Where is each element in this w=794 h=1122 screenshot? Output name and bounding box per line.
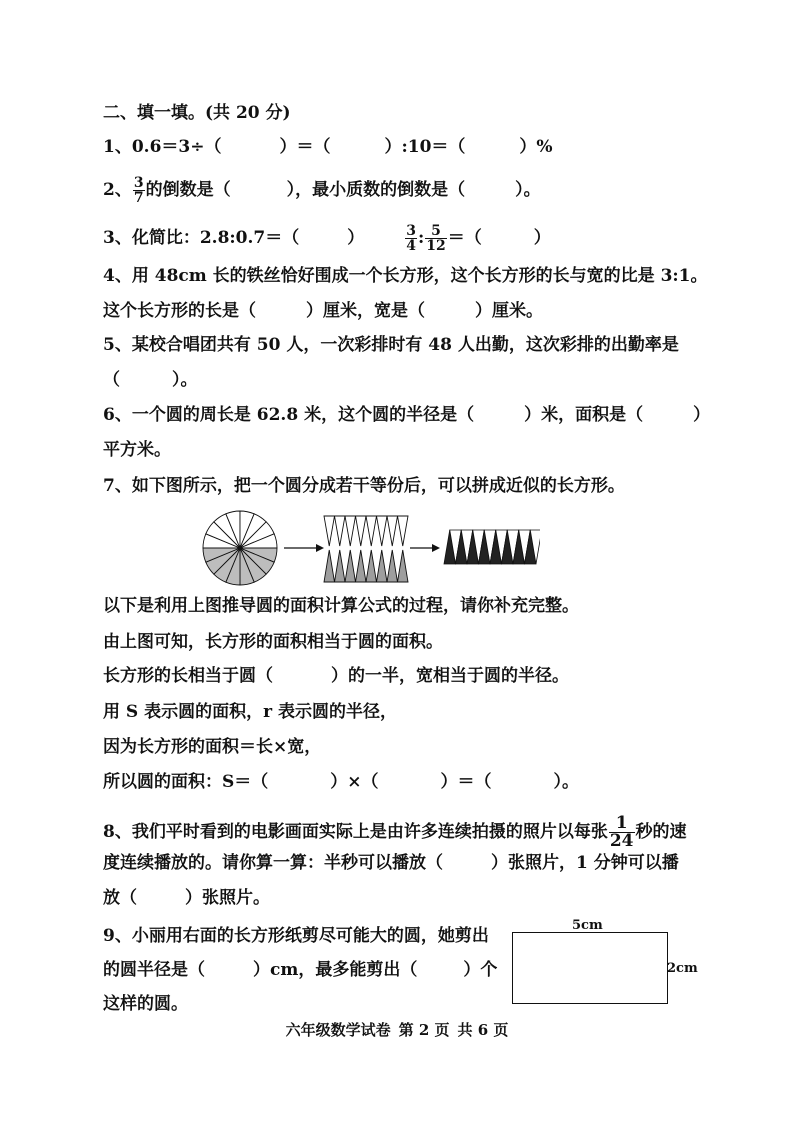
footer-subject: 六年级数学试卷 <box>285 1021 391 1039</box>
bottom-sector <box>335 550 346 582</box>
rearranged-sectors-icon <box>324 516 408 582</box>
q3-fraction-2-num: 5 <box>425 224 446 239</box>
q3-text-3: ＝（ <box>447 228 482 248</box>
q7-text-6: ）。 <box>553 772 580 792</box>
bottom-sector <box>398 550 409 582</box>
top-sector <box>335 516 346 546</box>
q3-text-2: ） <box>347 228 365 248</box>
q2-text-2: ），最小质数的倒数是（ <box>286 180 466 200</box>
q7-text-4: ）×（ <box>330 772 379 792</box>
q3-fraction-1-den: 4 <box>406 238 417 254</box>
question-7-line-4 <box>103 666 569 686</box>
question-8-line-1 <box>103 815 687 850</box>
rect-top-label: 5cm <box>572 918 603 933</box>
q9-text-1: 的圆半径是（ <box>103 960 205 980</box>
question-9-line-2 <box>103 960 497 980</box>
q7-text-3: 所以圆的面积：S＝（ <box>103 772 269 792</box>
arrow-2-head <box>432 544 440 552</box>
question-7-line-2: 以下是利用上图推导圆的面积计算公式的过程，请你补充完整。 <box>103 596 579 616</box>
q2-fraction-num: 3 <box>133 175 144 191</box>
q1-text-3: ）:10＝（ <box>384 137 466 157</box>
question-6-line-2: 平方米。 <box>103 440 171 460</box>
paper-rectangle <box>512 932 668 1004</box>
q1-text-1: 1、0.6＝3÷（ <box>103 137 222 157</box>
top-sector <box>366 516 377 546</box>
q8-text-1: 8、我们平时看到的电影画面实际上是由许多连续拍摄的照片以每张 <box>103 822 608 842</box>
top-sector <box>345 516 356 546</box>
question-5-line-2 <box>103 370 198 390</box>
section-title: 二、填一填。(共 20 分) <box>103 103 291 123</box>
q8-text-3: 度连续播放的。请你算一算：半秒可以播放（ <box>103 853 443 873</box>
q4-text-2: ）厘米，宽是（ <box>306 301 425 321</box>
q2-fraction-den: 7 <box>133 190 144 206</box>
question-4-line-2 <box>103 301 543 321</box>
q3-text-4: ） <box>533 228 551 248</box>
question-4-line-1: 4、用 48cm 长的铁丝恰好围成一个长方形，这个长方形的长与宽的比是 3:1。 <box>103 266 708 286</box>
bottom-sector <box>324 550 335 582</box>
rect-side-label: 2cm <box>667 961 698 976</box>
question-7-line-5: 用 S 表示圆的面积，r 表示圆的半径， <box>103 702 397 722</box>
q8-text-6: ）张照片。 <box>185 888 270 908</box>
question-8-line-2 <box>103 853 679 873</box>
divided-circle-icon <box>203 511 277 585</box>
q4-text-1: 这个长方形的长是（ <box>103 301 256 321</box>
q3-colon: : <box>418 228 425 248</box>
circle-to-rectangle-figure <box>200 508 540 588</box>
q9-text-3: ）个 <box>463 960 498 980</box>
question-7-line-3: 由上图可知，长方形的面积相当于圆的面积。 <box>103 632 443 652</box>
q2-fraction <box>133 176 145 205</box>
bottom-sector <box>387 550 398 582</box>
question-7-line-1: 7、如下图所示，把一个圆分成若干等份后，可以拼成近似的长方形。 <box>103 476 625 496</box>
q7-text-5: ）＝（ <box>440 772 492 792</box>
q3-fraction-2 <box>425 224 446 253</box>
q4-text-3: ）厘米。 <box>475 301 543 321</box>
top-sector <box>387 516 398 546</box>
question-9-line-3: 这样的圆。 <box>103 994 188 1014</box>
bottom-sector <box>366 550 377 582</box>
q9-text-2: ）cm，最多能剪出（ <box>253 960 418 980</box>
q8-fraction-num: 1 <box>609 815 635 833</box>
q3-text-1: 3、化简比：2.8:0.7＝（ <box>103 228 300 248</box>
footer-page: 第 2 页 <box>398 1021 450 1039</box>
question-8-line-3 <box>103 888 270 908</box>
q6-text-3: ） <box>693 405 711 425</box>
footer-total: 共 6 页 <box>457 1021 509 1039</box>
bottom-sector <box>377 550 388 582</box>
question-6-line-1 <box>103 405 710 425</box>
bottom-sector <box>356 550 367 582</box>
q1-text-2: ）＝（ <box>279 137 331 157</box>
q3-fraction-1 <box>405 224 417 253</box>
arrow-1-head <box>316 544 324 552</box>
q5-text-2: ）。 <box>172 370 198 390</box>
top-sector <box>377 516 388 546</box>
question-1 <box>103 137 553 157</box>
question-2 <box>103 176 541 205</box>
approx-rectangle-icon <box>444 530 540 564</box>
q8-text-2: 秒的速 <box>635 822 687 842</box>
q2-text-3: ）。 <box>515 180 541 200</box>
q1-text-4: ）% <box>519 137 553 157</box>
q5-text-1: （ <box>103 370 120 390</box>
q6-text-1: 6、一个圆的周长是 62.8 米，这个圆的半径是（ <box>103 405 475 425</box>
q2-text-1: 的倒数是（ <box>145 180 231 200</box>
q8-text-5: 放（ <box>103 888 137 908</box>
top-sector <box>356 516 367 546</box>
q7-text-2: ）的一半，宽相当于圆的半径。 <box>331 666 569 686</box>
question-7-line-7 <box>103 772 579 792</box>
bottom-sector <box>345 550 356 582</box>
q6-text-2: ）米，面积是（ <box>524 405 644 425</box>
q8-text-4: ）张照片，1 分钟可以播 <box>491 853 679 873</box>
q8-fraction <box>609 815 635 850</box>
q3-fraction-1-num: 3 <box>406 223 417 239</box>
question-9-line-1: 9、小丽用右面的长方形纸剪尽可能大的圆，她剪出 <box>103 926 489 946</box>
page-footer <box>0 1019 794 1040</box>
q2-prefix: 2、 <box>103 180 132 200</box>
top-sector <box>398 516 409 546</box>
q3-fraction-2-den: 12 <box>426 238 446 254</box>
question-7-line-6: 因为长方形的面积＝长×宽， <box>103 737 322 757</box>
top-sector <box>324 516 335 546</box>
question-3 <box>103 224 551 253</box>
q8-fraction-den: 24 <box>609 831 634 851</box>
q7-text-1: 长方形的长相当于圆（ <box>103 666 273 686</box>
question-5-line-1: 5、某校合唱团共有 50 人，一次彩排时有 48 人出勤，这次彩排的出勤率是 <box>103 335 679 355</box>
